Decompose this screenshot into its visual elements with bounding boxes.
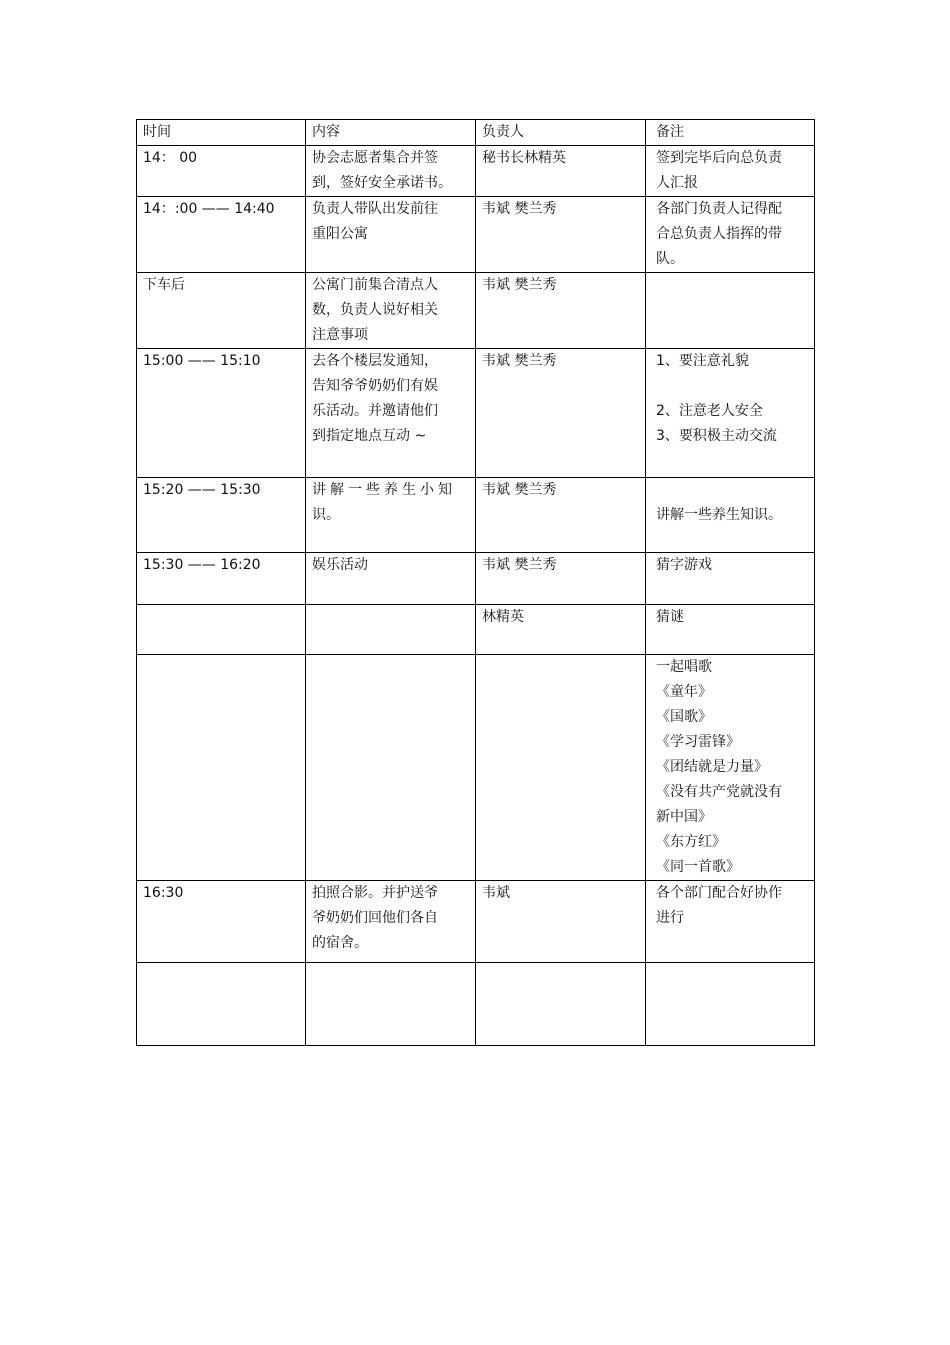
note-cell: [646, 273, 815, 349]
time-cell: 15:00 —— 15:10: [137, 349, 306, 478]
table-row: [137, 963, 815, 1046]
content-cell: 拍照合影。并护送爷 爷奶奶们回他们各自 的宿舍。: [306, 881, 476, 963]
table-row: [137, 273, 815, 349]
time-cell: 14：:00 —— 14:40: [137, 197, 306, 273]
content-cell: 娱乐活动: [306, 553, 476, 605]
content-cell: [306, 605, 476, 655]
note-cell: 一起唱歌 《童年》 《国歌》 《学习雷锋》 《团结就是力量》 《没有共产党就没有 新中国》 《东方红》 《同一首歌》: [646, 655, 815, 881]
note-cell: 猜谜: [646, 605, 815, 655]
time-cell: 下车后: [137, 273, 306, 349]
note-cell: 1、要注意礼貌 2、注意老人安全 3、要积极主动交流: [646, 349, 815, 478]
schedule-table: [136, 119, 815, 1046]
note-cell: 猜字游戏: [646, 553, 815, 605]
person-cell: [476, 963, 646, 1046]
content-cell: 讲解一些养生小知 识。: [306, 478, 476, 553]
table-row: [137, 197, 815, 273]
note-cell: 签到完毕后向总负责 人汇报: [646, 146, 815, 197]
note-cell: [646, 963, 815, 1046]
person-cell: 韦斌 樊兰秀: [476, 197, 646, 273]
time-cell: 14： 00: [137, 146, 306, 197]
person-cell: 韦斌 樊兰秀: [476, 273, 646, 349]
table-row: [137, 478, 815, 553]
note-cell: 讲解一些养生知识。: [646, 478, 815, 553]
content-cell: 负责人带队出发前往 重阳公寓: [306, 197, 476, 273]
person-cell: [476, 655, 646, 881]
person-cell: 韦斌 樊兰秀: [476, 553, 646, 605]
content-cell: 协会志愿者集合并签 到，签好安全承诺书。: [306, 146, 476, 197]
table-row: [137, 553, 815, 605]
content-cell: 公寓门前集合清点人 数，负责人说好相关 注意事项: [306, 273, 476, 349]
time-cell: 15:20 —— 15:30: [137, 478, 306, 553]
table-row: [137, 881, 815, 963]
table-row: [137, 146, 815, 197]
person-cell: 秘书长林精英: [476, 146, 646, 197]
note-cell: 各个部门配合好协作 进行: [646, 881, 815, 963]
time-cell: [137, 655, 306, 881]
note-cell: 各部门负责人记得配 合总负责人指挥的带 队。: [646, 197, 815, 273]
header-note: 备注: [646, 120, 815, 146]
time-cell: [137, 605, 306, 655]
time-cell: 16:30: [137, 881, 306, 963]
header-content: 内容: [306, 120, 476, 146]
content-cell: [306, 655, 476, 881]
table-header-row: [137, 120, 815, 146]
time-cell: [137, 963, 306, 1046]
time-cell: 15:30 —— 16:20: [137, 553, 306, 605]
table-row: [137, 655, 815, 881]
person-cell: 林精英: [476, 605, 646, 655]
content-cell: [306, 963, 476, 1046]
person-cell: 韦斌: [476, 881, 646, 963]
header-time: 时间: [137, 120, 306, 146]
person-cell: 韦斌 樊兰秀: [476, 349, 646, 478]
header-person: 负责人: [476, 120, 646, 146]
person-cell: 韦斌 樊兰秀: [476, 478, 646, 553]
content-cell: 去各个楼层发通知， 告知爷爷奶奶们有娱 乐活动。并邀请他们 到指定地点互动 ~: [306, 349, 476, 478]
table-row: [137, 349, 815, 478]
table-row: [137, 605, 815, 655]
